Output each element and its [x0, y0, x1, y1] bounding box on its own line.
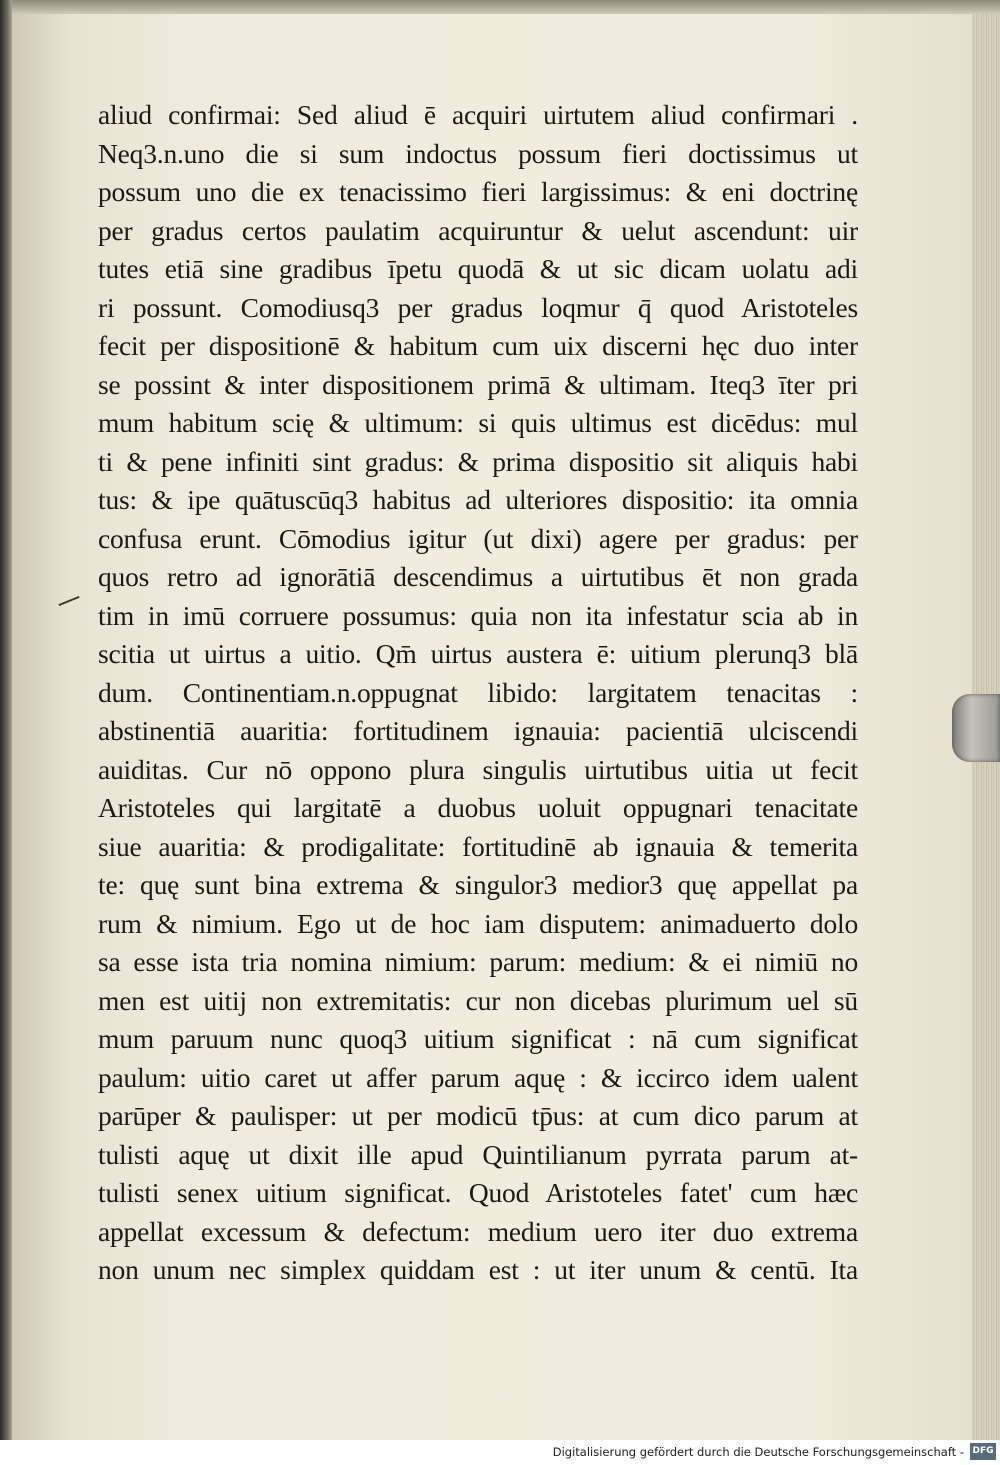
text-line: dum. Continentiam.n.oppugnat libido: largitatem tenacitas :	[98, 676, 858, 708]
text-line: scitia ut uirtus a uitio. Qm̄ uirtus austera ē: uitium plerunq3 blā	[98, 638, 858, 669]
text-line: auiditas. Cur nō oppono plura singulis uirtutibus uitia ut fecit	[98, 753, 858, 785]
text-line: se possint & inter dispositionem primā & ultimam. Iteq3 īter pri	[98, 368, 858, 400]
text-line: tus: & ipe quātuscūq3 habitus ad ulteriores dispositio: ita omnia	[98, 484, 858, 515]
text-line: Neq3.n.uno die si sum indoctus possum fieri doctissimus ut	[98, 137, 858, 169]
text-line: non unum nec simplex quiddam est : ut iter unum & centū. Ita	[98, 1254, 858, 1285]
text-line: siue auaritia: & prodigalitate: fortitudinē ab ignauia & temerita	[98, 830, 858, 862]
text-line: possum uno die ex tenacissimo fieri largissimus: & eni doctrinę	[98, 176, 858, 207]
page-top-edge	[12, 0, 1000, 14]
text-line: paulum: uitio caret ut affer parum aquę : & iccirco idem ualent	[98, 1061, 858, 1093]
text-line: ti & pene infiniti sint gradus: & prima dispositio sit aliquis habi	[98, 445, 858, 477]
funding-credit: Digitalisierung gefördert durch die Deutsche Forschungsgemeinschaft -	[552, 1445, 964, 1459]
text-line: ri possunt. Comodiusq3 per gradus loqmur q̄ quod Aristoteles	[98, 291, 858, 323]
text-line: rum & nimium. Ego ut de hoc iam disputem: animaduerto dolo	[98, 907, 858, 939]
text-line: mum habitum scię & ultimum: si quis ultimus est dicēdus: mul	[98, 407, 858, 438]
text-line: men est uitij non extremitatis: cur non dicebas plurimum uel sū	[98, 984, 858, 1016]
text-line: Aristoteles qui largitatē a duobus uoluit oppugnari tenacitate	[98, 792, 858, 823]
text-line: per gradus certos paulatim acquiruntur & uelut ascendunt: uir	[98, 214, 858, 246]
text-line: tutes etiā sine gradibus īpetu quodā & ut sic dicam uolatu adi	[98, 253, 858, 284]
text-line: fecit per dispositionē & habitum cum uix discerni hęc duo inter	[98, 330, 858, 361]
text-line: tim in imū corruere possumus: quia non ita infestatur scia ab in	[98, 599, 858, 631]
text-line: sa esse ista tria nomina nimium: parum: medium: & ei nimiū no	[98, 946, 858, 977]
text-line: aliud confirmai: Sed aliud ē acquiri uirtutem aliud confirmari .	[98, 99, 858, 130]
printed-text-block	[98, 96, 858, 1290]
book-gutter-edge	[0, 0, 12, 1440]
digitization-footer	[0, 1440, 1000, 1465]
text-line: confusa erunt. Cōmodius igitur (ut dixi) agere per gradus: per	[98, 522, 858, 554]
text-line: appellat excessum & defectum: medium uero iter duo extrema	[98, 1215, 858, 1247]
text-line: mum paruum nunc quoq3 uitium significat : nā cum significat	[98, 1023, 858, 1054]
text-line: te: quę sunt bina extrema & singulor3 medior3 quę appellat pa	[98, 869, 858, 900]
clasp-icon	[952, 694, 1000, 762]
text-line: tulisti aquę ut dixit ille apud Quintilianum pyrrata parum at-	[98, 1138, 858, 1170]
text-line: quos retro ad ignorātiā descendimus a uirtutibus ēt non grada	[98, 561, 858, 592]
text-line: parūper & paulisper: ut per modicū tp̄us: at cum dico parum at	[98, 1100, 858, 1131]
text-line: abstinentiā auaritia: fortitudinem ignauia: pacientiā ulciscendi	[98, 715, 858, 746]
dfg-logo-icon: DFG	[970, 1443, 996, 1460]
text-line: tulisti senex uitium significat. Quod Aristoteles fatet' cum hæc	[98, 1177, 858, 1208]
